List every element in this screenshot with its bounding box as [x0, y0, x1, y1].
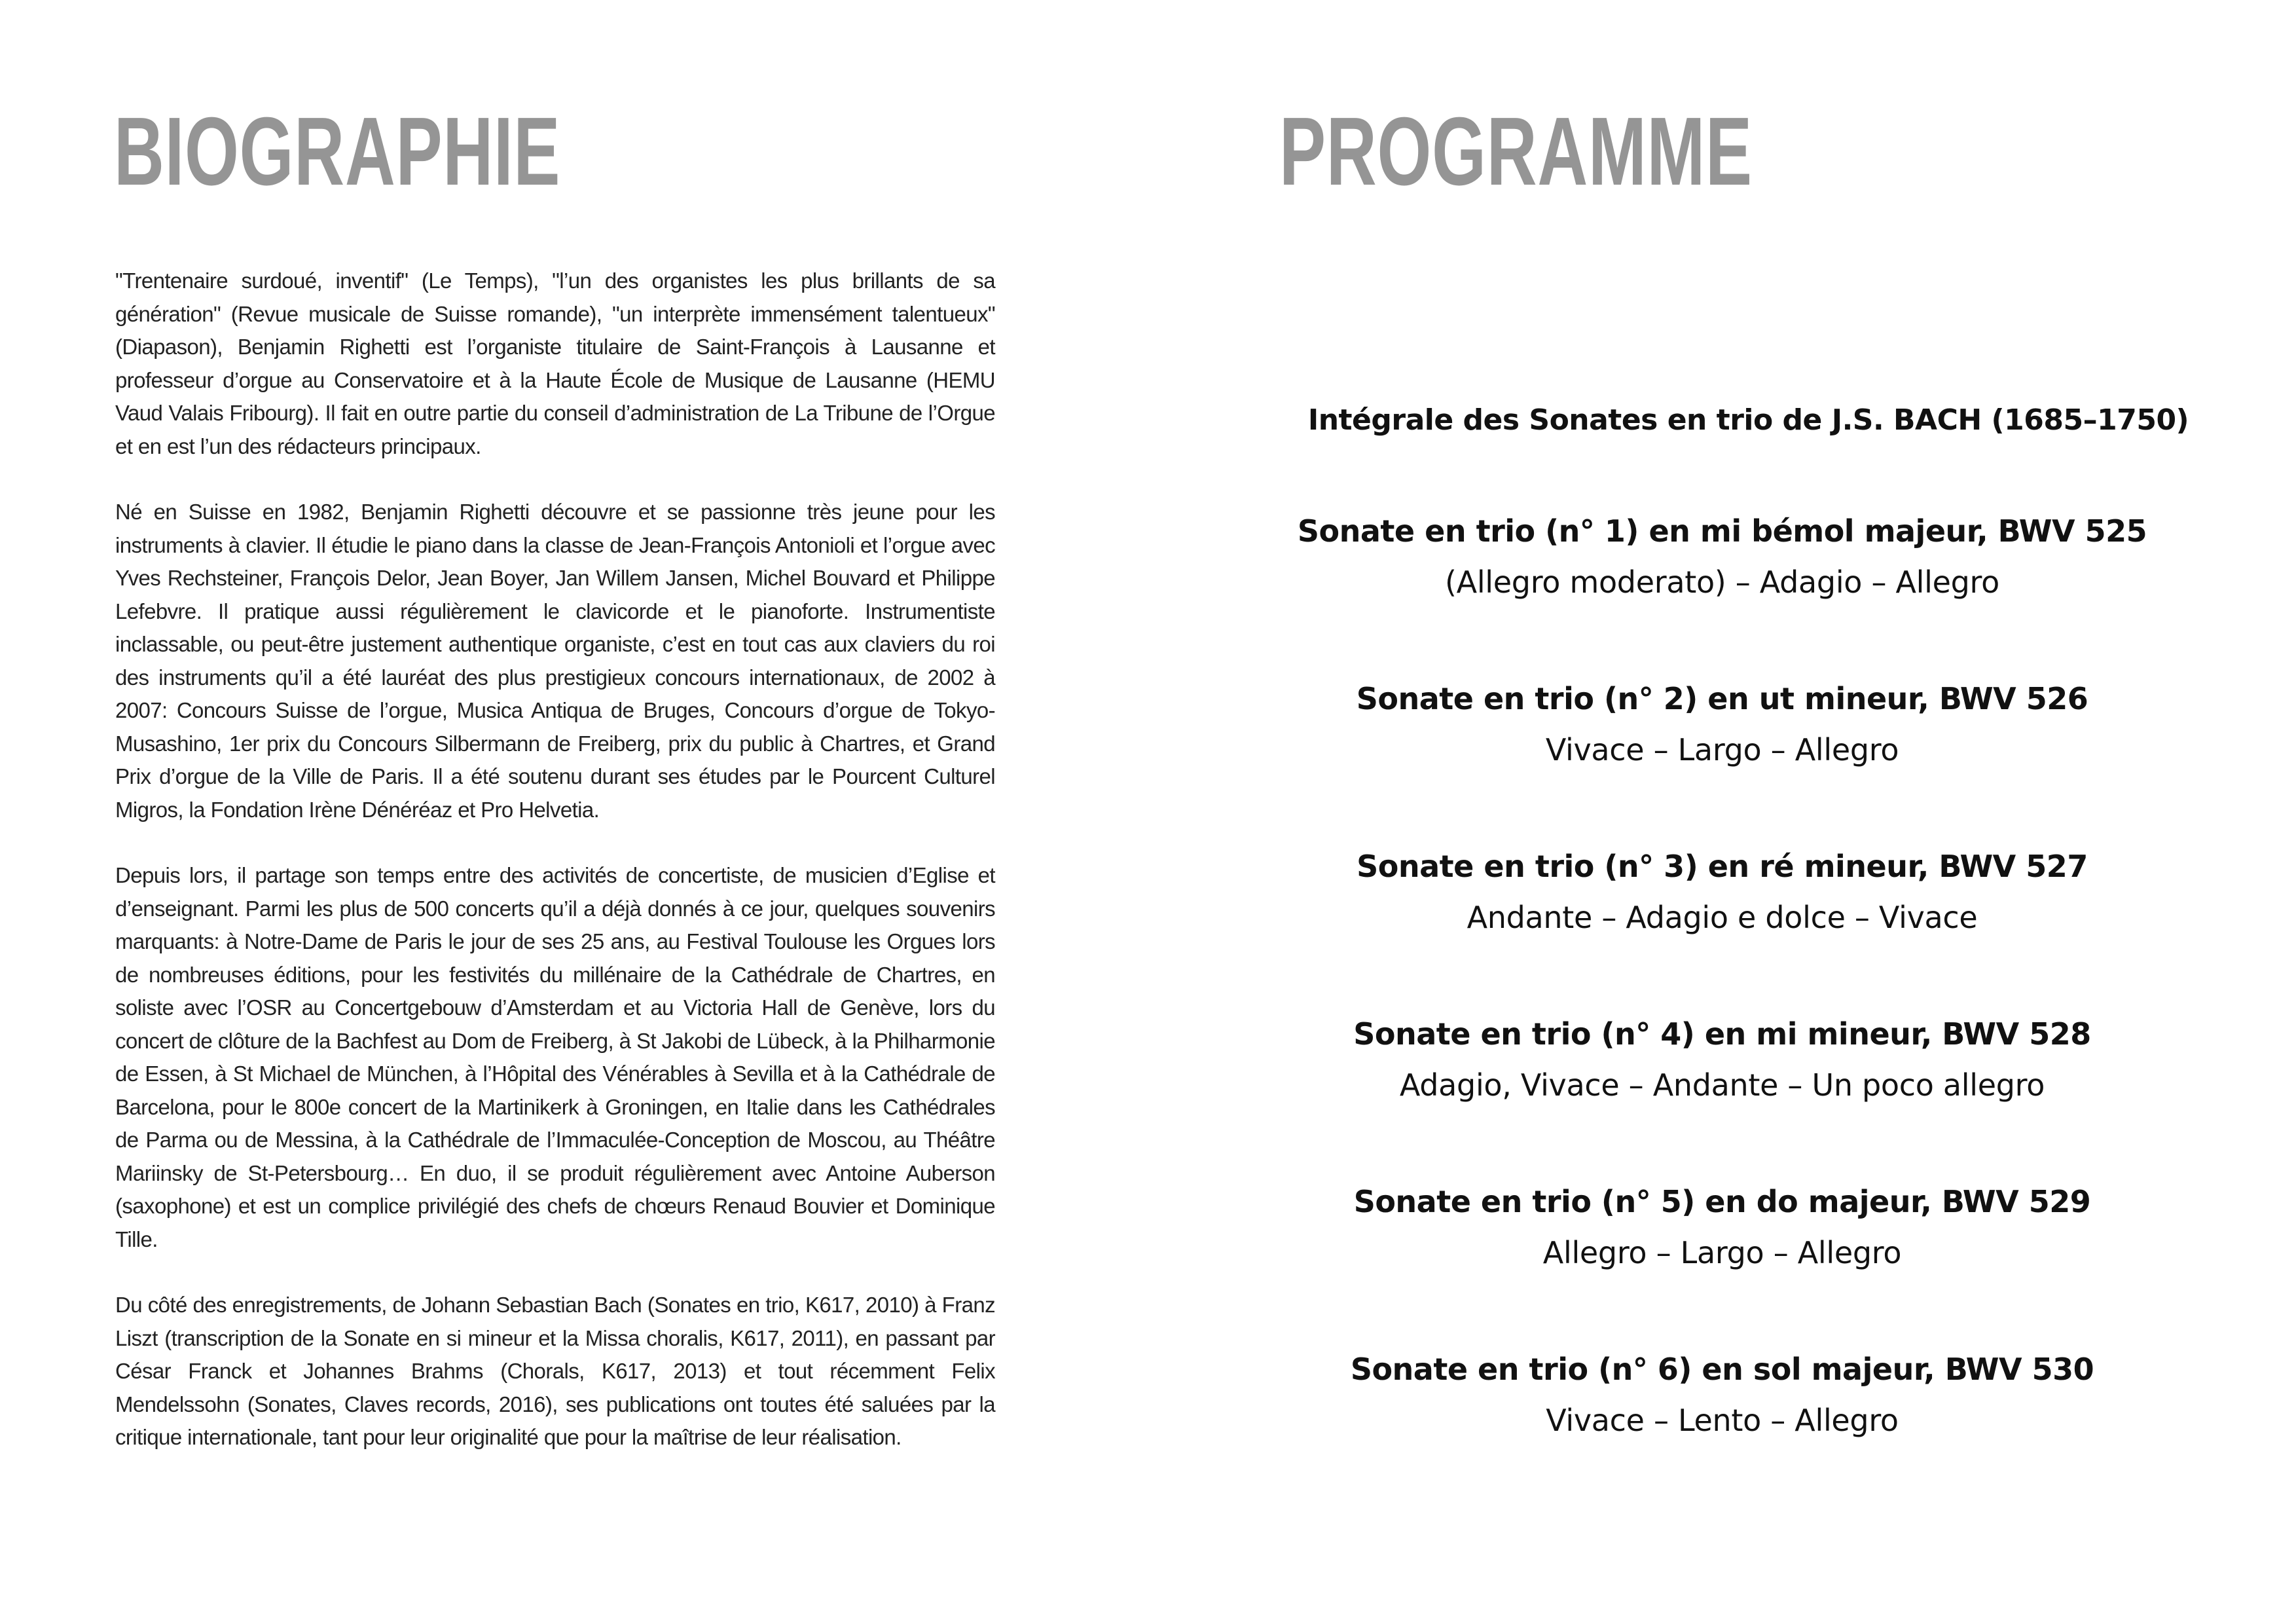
biographie-heading: BIOGRAPHIE	[114, 98, 561, 206]
sonata-movements: Allegro – Largo – Allegro	[1542, 1235, 1902, 1270]
sonata-item	[1148, 841, 2296, 943]
sonata-item	[1148, 1344, 2296, 1446]
sonata-title: Sonate en trio (n° 2) en ut mineur, BWV 526	[1356, 681, 2088, 716]
sonata-movements: Adagio, Vivace – Andante – Un poco allegro	[1399, 1067, 2045, 1103]
sonata-movements: (Allegro moderato) – Adagio – Allegro	[1445, 564, 1999, 600]
sonata-title: Sonate en trio (n° 1) en mi bémol majeur, BWV 525	[1297, 513, 2147, 549]
programme-intro: Intégrale des Sonates en trio de J.S. BACH (1685–1750)	[1307, 403, 2189, 437]
sonata-title: Sonate en trio (n° 4) en mi mineur, BWV 528	[1353, 1016, 2091, 1052]
sonata-movements: Vivace – Largo – Allegro	[1545, 732, 1899, 767]
programme-heading: PROGRAMME	[1279, 98, 1753, 206]
bio-paragraph-2: Né en Suisse en 1982, Benjamin Righetti découvre et se passionne très jeune pour les instruments à clavier. Il étudie le piano dans la classe de Jean-François Antonioli et l’orgue avec Yves Rechsteiner, François Delor, Jean Boyer, Jan Willem Jansen, Michel Bouvard et Philippe Lefebvre. Il pratique aussi régulièrement le clavicorde et le pianoforte. Instrumentiste inclassable, ou peut-être justement authentique organiste, c’est en tout cas aux claviers du roi des instruments qu’il a été lauréat des plus prestigieux concours internationaux, de 2002 à 2007: Concours Suisse de l’orgue, Musica Antiqua de Bruges, Concours d’orgue de Tokyo-Musashino, 1er prix du Concours Silbermann de Freiberg, prix du public à Chartres, et Grand Prix d’orgue de la Ville de Paris. Il a été soutenu durant ses études par le Pourcent Culturel Migros, la Fondation Irène Dénéréaz et Pro Helvetia.	[115, 500, 995, 822]
sonata-movements: Andante – Adagio e dolce – Vivace	[1467, 900, 1978, 935]
biographie-text	[115, 265, 995, 1487]
sonata-item	[1148, 673, 2296, 775]
bio-paragraph-1: "Trentenaire surdoué, inventif" (Le Temps), "l’un des organistes les plus brillants de sa génération" (Revue musicale de Suisse romande), "un interprète immensément talentueux" (Diapason), Benjamin Righetti est l’organiste titulaire de Saint-François à Lausanne et professeur d’orgue au Conservatoire et à la Haute École de Musique de Lausanne (HEMU Vaud Valais Fribourg). Il fait en outre partie du conseil d’administration de La Tribune de l’Orgue et en est l’un des rédacteurs principaux.	[115, 268, 995, 458]
sonata-title: Sonate en trio (n° 3) en ré mineur, BWV 527	[1357, 849, 2088, 884]
sonata-title: Sonate en trio (n° 6) en sol majeur, BWV 530	[1350, 1352, 2094, 1387]
bio-paragraph-3: Depuis lors, il partage son temps entre des activités de concertiste, de musicien d’Eglise et d’enseignant. Parmi les plus de 500 concerts qu’il a déjà donnés à ce jour, quelques souvenirs marquants: à Notre-Dame de Paris le jour de ses 25 ans, au Festival Toulouse les Orgues lors de nombreuses éditions, pour les festivités du millénaire de la Cathédrale de Chartres, en soliste avec l’OSR au Concertgebouw d’Amsterdam et au Victoria Hall de Genève, lors du concert de clôture de la Bachfest au Dom de Freiberg, à St Jakobi de Lübeck, à la Philharmonie de Essen, à St Michael de München, à l’Hôpital des Vénérables à Sevilla et à la Cathédrale de Barcelona, pour le 800e concert de la Martinikerk à Groningen, en Italie dans les Cathédrales de Parma ou de Messina, à la Cathédrale de l’Immaculée-Conception de Moscou, au Théâtre Mariinsky de St-Petersbourg… En duo, il se produit régulièrement avec Antoine Auberson (saxophone) et est un complice privilégié des chefs de chœurs Renaud Bouvier et Dominique Tille.	[115, 863, 995, 1251]
sonata-title: Sonate en trio (n° 5) en do majeur, BWV 529	[1353, 1184, 2091, 1219]
bio-paragraph-4: Du côté des enregistrements, de Johann Sebastian Bach (Sonates en trio, K617, 2010) à Franz Liszt (transcription de la Sonate en si mineur et la Missa choralis, K617, 2011), en passant par César Franck et Johannes Brahms (Chorals, K617, 2013) et tout récemment Felix Mendelssohn (Sonates, Claves records, 2016), ses publications ont toutes été saluées par la critique internationale, tant pour leur originalité que pour la maîtrise de leur réalisation.	[115, 1293, 995, 1449]
sonata-item	[1148, 1176, 2296, 1278]
sonata-item	[1148, 1008, 2296, 1111]
sonata-item	[1148, 506, 2296, 608]
sonata-movements: Vivace – Lento – Allegro	[1546, 1403, 1899, 1438]
programme-list	[1148, 401, 2296, 1446]
programme-page	[1148, 0, 2296, 1624]
